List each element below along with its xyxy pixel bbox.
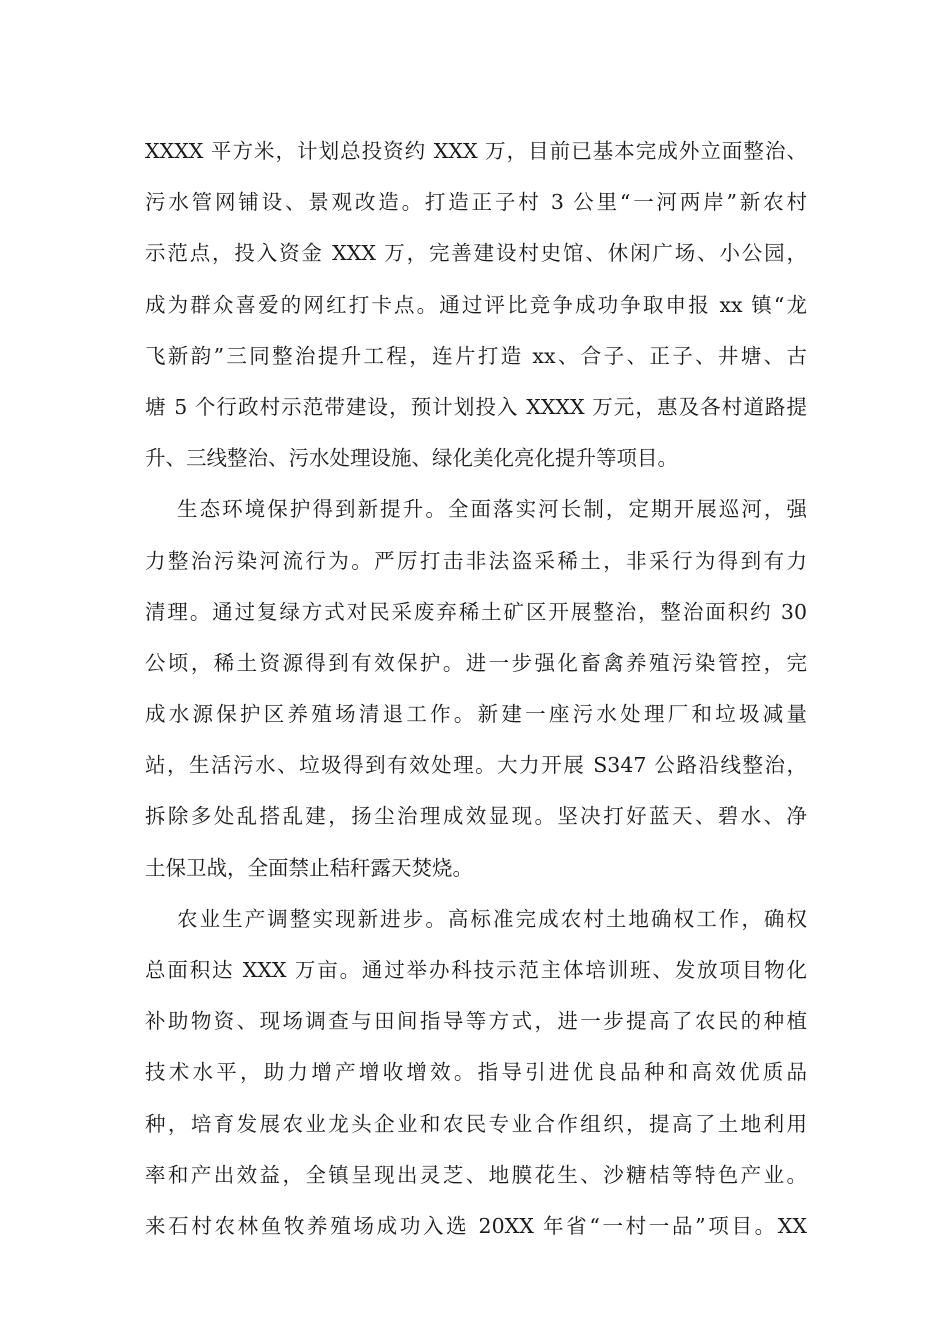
text-line: 站，生活污水、垃圾得到有效处理。大力开展 S347 公路沿线整治，	[145, 753, 807, 778]
text-line: 塘 5 个行政村示范带建设，预计划投入 XXXX 万元，惠及各村道路提	[145, 394, 807, 419]
text-line: 成水源保护区养殖场清退工作。新建一座污水处理厂和垃圾减量	[145, 702, 807, 727]
paragraph	[145, 894, 807, 1252]
document-body	[145, 126, 807, 1252]
text-line: 公顷，稀土资源得到有效保护。进一步强化畜禽养殖污染管控，完	[145, 650, 807, 675]
text-line: 补助物资、现场调查与田间指导等方式，进一步提高了农民的种植	[145, 1009, 807, 1034]
text-line: 总面积达 XXX 万亩。通过举办科技示范主体培训班、发放项目物化	[145, 958, 807, 982]
text-line: 拆除多处乱搭乱建，扬尘治理成效显现。坚决打好蓝天、碧水、净	[145, 804, 807, 829]
text-line: 成为群众喜爱的网红打卡点。通过评比竞争成功争取申报 xx 镇“龙	[145, 292, 807, 317]
paragraph	[145, 126, 807, 484]
text-line: 污水管网铺设、景观改造。打造正子村 3 公里“一河两岸”新农村	[145, 190, 807, 215]
paragraph	[145, 484, 807, 894]
text-line: 技术水平，助力增产增收增效。指导引进优良品种和高效优质品	[145, 1060, 807, 1085]
text-line: 来石村农林鱼牧养殖场成功入选 20XX 年省“一村一品”项目。XX	[145, 1213, 807, 1238]
text-line: 土保卫战，全面禁止秸秆露天焚烧。	[145, 855, 473, 880]
text-line: 种，培育发展农业龙头企业和农民专业合作组织，提高了土地利用	[145, 1111, 807, 1136]
text-line: 升、三线整治、污水处理设施、绿化美化亮化提升等项目。	[145, 446, 678, 471]
text-line: 飞新韵”三同整治提升工程，连片打造 xx、合子、正子、井塘、古	[145, 343, 807, 368]
text-line: XXXX 平方米，计划总投资约 XXX 万，目前已基本完成外立面整治、	[145, 139, 807, 163]
text-line: 率和产出效益，全镇呈现出灵芝、地膜花生、沙糖桔等特色产业。	[145, 1162, 807, 1187]
text-line: 农业生产调整实现新进步。高标准完成农村土地确权工作，确权	[177, 906, 807, 931]
text-line: 生态环境保护得到新提升。全面落实河长制，定期开展巡河，强	[177, 497, 807, 522]
text-line: 示范点，投入资金 XXX 万，完善建设村史馆、休闲广场、小公园，	[145, 241, 807, 266]
text-line: 力整治污染河流行为。严厉打击非法盗采稀土，非采行为得到有力	[145, 548, 807, 573]
text-line: 清理。通过复绿方式对民采废弃稀土矿区开展整治，整治面积约 30	[145, 599, 807, 624]
